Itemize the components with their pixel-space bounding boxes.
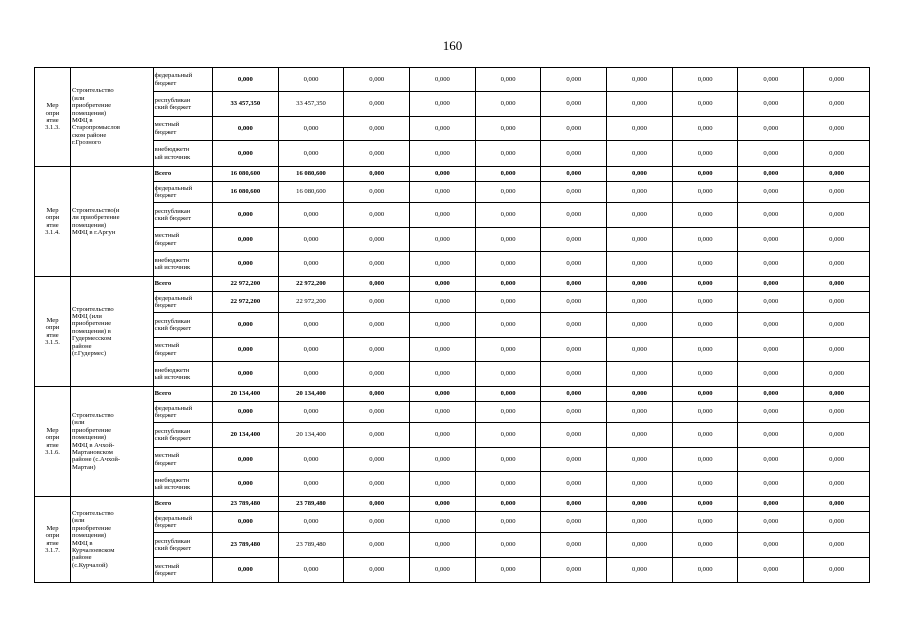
value-cell: 0,000 — [475, 423, 541, 448]
table-row — [35, 141, 870, 167]
funding-source-cell: республикан ский бюджет — [153, 423, 212, 448]
value-cell: 22 972,200 — [278, 277, 344, 292]
value-cell: 0,000 — [672, 423, 738, 448]
funding-source-cell: республикан ский бюджет — [153, 203, 212, 228]
value-cell: 23 789,480 — [278, 533, 344, 558]
measure-cell: Мер опри ятие 3.1.5. — [35, 277, 71, 387]
value-cell: 20 134,400 — [278, 387, 344, 402]
value-cell: 0,000 — [672, 117, 738, 141]
measure-cell: Мер опри ятие 3.1.7. — [35, 497, 71, 583]
value-cell: 0,000 — [410, 68, 476, 92]
value-cell: 0,000 — [212, 141, 278, 167]
value-cell: 23 789,480 — [212, 497, 278, 512]
value-cell: 0,000 — [607, 68, 673, 92]
value-cell: 0,000 — [278, 228, 344, 252]
value-cell: 0,000 — [212, 402, 278, 423]
funding-source-cell: внебюджетн ый источник — [153, 141, 212, 167]
value-cell: 0,000 — [410, 402, 476, 423]
value-cell: 0,000 — [804, 472, 870, 497]
value-cell: 33 457,350 — [278, 92, 344, 117]
value-cell: 0,000 — [344, 338, 410, 362]
value-cell: 0,000 — [607, 292, 673, 313]
value-cell: 0,000 — [804, 68, 870, 92]
table-row — [35, 92, 870, 117]
value-cell: 0,000 — [475, 292, 541, 313]
value-cell: 0,000 — [541, 167, 607, 182]
value-cell: 0,000 — [475, 558, 541, 583]
value-cell: 0,000 — [541, 277, 607, 292]
value-cell: 0,000 — [672, 338, 738, 362]
value-cell: 0,000 — [344, 292, 410, 313]
value-cell: 0,000 — [804, 182, 870, 203]
value-cell: 0,000 — [410, 497, 476, 512]
value-cell: 0,000 — [607, 117, 673, 141]
value-cell: 0,000 — [541, 203, 607, 228]
value-cell: 0,000 — [475, 533, 541, 558]
value-cell: 0,000 — [344, 402, 410, 423]
value-cell: 20 134,400 — [212, 387, 278, 402]
funding-source-cell: местный бюджет — [153, 558, 212, 583]
value-cell: 0,000 — [212, 117, 278, 141]
value-cell: 0,000 — [278, 362, 344, 387]
funding-source-cell: местный бюджет — [153, 338, 212, 362]
value-cell: 0,000 — [738, 252, 804, 277]
value-cell: 0,000 — [278, 338, 344, 362]
value-cell: 0,000 — [804, 167, 870, 182]
value-cell: 0,000 — [410, 92, 476, 117]
table-row — [35, 558, 870, 583]
value-cell: 0,000 — [607, 182, 673, 203]
value-cell: 0,000 — [672, 313, 738, 338]
value-cell: 22 972,200 — [278, 292, 344, 313]
funding-source-cell: внебюджетн ый источник — [153, 362, 212, 387]
value-cell: 0,000 — [475, 472, 541, 497]
value-cell: 0,000 — [541, 512, 607, 533]
funding-source-cell: федеральный бюджет — [153, 402, 212, 423]
value-cell: 0,000 — [738, 167, 804, 182]
value-cell: 23 789,480 — [278, 497, 344, 512]
value-cell: 0,000 — [344, 472, 410, 497]
value-cell: 20 134,400 — [278, 423, 344, 448]
value-cell: 0,000 — [804, 448, 870, 472]
value-cell: 0,000 — [344, 252, 410, 277]
value-cell: 0,000 — [804, 313, 870, 338]
value-cell: 0,000 — [475, 92, 541, 117]
value-cell: 0,000 — [344, 182, 410, 203]
value-cell: 0,000 — [607, 277, 673, 292]
value-cell: 0,000 — [672, 362, 738, 387]
value-cell: 0,000 — [410, 362, 476, 387]
funding-source-cell: федеральный бюджет — [153, 68, 212, 92]
value-cell: 0,000 — [410, 141, 476, 167]
value-cell: 0,000 — [410, 313, 476, 338]
value-cell: 0,000 — [344, 167, 410, 182]
budget-table — [34, 67, 870, 583]
value-cell: 0,000 — [804, 228, 870, 252]
value-cell: 0,000 — [212, 448, 278, 472]
value-cell: 0,000 — [672, 472, 738, 497]
table-row — [35, 402, 870, 423]
value-cell: 0,000 — [672, 512, 738, 533]
value-cell: 0,000 — [804, 423, 870, 448]
value-cell: 0,000 — [541, 117, 607, 141]
value-cell: 0,000 — [541, 472, 607, 497]
value-cell: 0,000 — [738, 292, 804, 313]
value-cell: 0,000 — [672, 497, 738, 512]
value-cell: 0,000 — [738, 533, 804, 558]
value-cell: 0,000 — [541, 387, 607, 402]
value-cell: 33 457,350 — [212, 92, 278, 117]
value-cell: 0,000 — [278, 512, 344, 533]
value-cell: 0,000 — [410, 228, 476, 252]
value-cell: 0,000 — [410, 338, 476, 362]
value-cell: 0,000 — [607, 558, 673, 583]
value-cell: 0,000 — [804, 292, 870, 313]
funding-source-cell: Всего — [153, 497, 212, 512]
value-cell: 0,000 — [344, 68, 410, 92]
value-cell: 0,000 — [212, 252, 278, 277]
value-cell: 0,000 — [738, 423, 804, 448]
description-cell: Строительство МФЦ (или приобретение помещения) в Гудермесском районе (г.Гудермес) — [71, 277, 154, 387]
value-cell: 0,000 — [410, 167, 476, 182]
value-cell: 0,000 — [475, 448, 541, 472]
value-cell: 0,000 — [804, 497, 870, 512]
funding-source-cell: республикан ский бюджет — [153, 92, 212, 117]
value-cell: 0,000 — [212, 558, 278, 583]
value-cell: 0,000 — [672, 292, 738, 313]
value-cell: 0,000 — [541, 558, 607, 583]
value-cell: 0,000 — [278, 252, 344, 277]
value-cell: 0,000 — [672, 387, 738, 402]
value-cell: 0,000 — [212, 203, 278, 228]
value-cell: 0,000 — [475, 497, 541, 512]
funding-source-cell: местный бюджет — [153, 117, 212, 141]
value-cell: 0,000 — [804, 338, 870, 362]
value-cell: 0,000 — [738, 448, 804, 472]
table-row — [35, 228, 870, 252]
value-cell: 0,000 — [541, 497, 607, 512]
value-cell: 0,000 — [804, 512, 870, 533]
value-cell: 0,000 — [475, 313, 541, 338]
value-cell: 0,000 — [607, 362, 673, 387]
value-cell: 0,000 — [410, 558, 476, 583]
value-cell: 0,000 — [607, 497, 673, 512]
funding-source-cell: местный бюджет — [153, 228, 212, 252]
value-cell: 0,000 — [804, 277, 870, 292]
funding-source-cell: Всего — [153, 387, 212, 402]
funding-source-cell: федеральный бюджет — [153, 512, 212, 533]
value-cell: 0,000 — [410, 512, 476, 533]
value-cell: 0,000 — [607, 338, 673, 362]
value-cell: 0,000 — [212, 313, 278, 338]
value-cell: 0,000 — [541, 338, 607, 362]
value-cell: 0,000 — [672, 228, 738, 252]
value-cell: 0,000 — [410, 252, 476, 277]
value-cell: 0,000 — [738, 402, 804, 423]
table-row — [35, 277, 870, 292]
value-cell: 0,000 — [344, 558, 410, 583]
value-cell: 0,000 — [344, 117, 410, 141]
value-cell: 0,000 — [672, 141, 738, 167]
value-cell: 0,000 — [344, 533, 410, 558]
value-cell: 0,000 — [410, 387, 476, 402]
value-cell: 0,000 — [475, 402, 541, 423]
value-cell: 0,000 — [344, 313, 410, 338]
value-cell: 0,000 — [475, 387, 541, 402]
description-cell: Строительство (или приобретение помещения) МФЦ в Курчалоевском районе (с.Курчалой) — [71, 497, 154, 583]
value-cell: 0,000 — [672, 277, 738, 292]
page-number: 160 — [442, 38, 463, 53]
funding-source-cell: федеральный бюджет — [153, 182, 212, 203]
value-cell: 0,000 — [475, 228, 541, 252]
table-row — [35, 362, 870, 387]
measure-cell: Мер опри ятие 3.1.6. — [35, 387, 71, 497]
value-cell: 0,000 — [738, 203, 804, 228]
value-cell: 0,000 — [541, 292, 607, 313]
value-cell: 0,000 — [541, 448, 607, 472]
value-cell: 0,000 — [344, 448, 410, 472]
value-cell: 23 789,480 — [212, 533, 278, 558]
value-cell: 0,000 — [541, 228, 607, 252]
value-cell: 0,000 — [804, 558, 870, 583]
value-cell: 0,000 — [607, 313, 673, 338]
value-cell: 0,000 — [344, 512, 410, 533]
table-row — [35, 423, 870, 448]
value-cell: 0,000 — [607, 167, 673, 182]
value-cell: 0,000 — [541, 182, 607, 203]
value-cell: 0,000 — [344, 92, 410, 117]
table-row — [35, 448, 870, 472]
value-cell: 0,000 — [738, 182, 804, 203]
table-row — [35, 167, 870, 182]
value-cell: 0,000 — [278, 117, 344, 141]
value-cell: 0,000 — [541, 141, 607, 167]
value-cell: 0,000 — [804, 252, 870, 277]
value-cell: 0,000 — [410, 182, 476, 203]
table-row — [35, 252, 870, 277]
value-cell: 0,000 — [278, 472, 344, 497]
description-cell: Строительство(и ли приобретение помещения) МФЦ в г.Аргун — [71, 167, 154, 277]
value-cell: 0,000 — [344, 362, 410, 387]
value-cell: 0,000 — [410, 277, 476, 292]
value-cell: 0,000 — [672, 558, 738, 583]
value-cell: 22 972,200 — [212, 292, 278, 313]
value-cell: 0,000 — [672, 167, 738, 182]
value-cell: 0,000 — [738, 472, 804, 497]
value-cell: 0,000 — [672, 203, 738, 228]
table-row — [35, 497, 870, 512]
value-cell: 0,000 — [212, 362, 278, 387]
value-cell: 0,000 — [410, 472, 476, 497]
value-cell: 0,000 — [804, 387, 870, 402]
value-cell: 0,000 — [541, 362, 607, 387]
funding-source-cell: внебюджетн ый источник — [153, 472, 212, 497]
value-cell: 0,000 — [672, 252, 738, 277]
value-cell: 0,000 — [212, 512, 278, 533]
value-cell: 0,000 — [738, 497, 804, 512]
funding-source-cell: федеральный бюджет — [153, 292, 212, 313]
value-cell: 0,000 — [607, 92, 673, 117]
value-cell: 0,000 — [607, 472, 673, 497]
value-cell: 0,000 — [738, 141, 804, 167]
value-cell: 0,000 — [607, 252, 673, 277]
table-row — [35, 338, 870, 362]
value-cell: 0,000 — [738, 362, 804, 387]
value-cell: 0,000 — [475, 203, 541, 228]
value-cell: 0,000 — [738, 387, 804, 402]
value-cell: 0,000 — [541, 533, 607, 558]
value-cell: 0,000 — [738, 277, 804, 292]
value-cell: 0,000 — [804, 92, 870, 117]
value-cell: 0,000 — [607, 141, 673, 167]
value-cell: 0,000 — [475, 182, 541, 203]
value-cell: 0,000 — [804, 402, 870, 423]
value-cell: 0,000 — [344, 277, 410, 292]
value-cell: 0,000 — [541, 402, 607, 423]
value-cell: 0,000 — [541, 68, 607, 92]
value-cell: 0,000 — [410, 448, 476, 472]
value-cell: 0,000 — [738, 117, 804, 141]
value-cell: 0,000 — [672, 402, 738, 423]
value-cell: 0,000 — [738, 512, 804, 533]
value-cell: 0,000 — [672, 92, 738, 117]
description-cell: Строительство (или приобретение помещения) МФЦ в Старопромыслов ском районе г.Грозного — [71, 68, 154, 167]
value-cell: 0,000 — [475, 512, 541, 533]
value-cell: 0,000 — [672, 68, 738, 92]
value-cell: 0,000 — [278, 203, 344, 228]
table-row — [35, 387, 870, 402]
value-cell: 0,000 — [278, 313, 344, 338]
value-cell: 0,000 — [804, 141, 870, 167]
value-cell: 0,000 — [344, 423, 410, 448]
value-cell: 0,000 — [672, 533, 738, 558]
table-row — [35, 68, 870, 92]
value-cell: 0,000 — [410, 203, 476, 228]
value-cell: 0,000 — [344, 203, 410, 228]
value-cell: 0,000 — [607, 228, 673, 252]
value-cell: 0,000 — [475, 277, 541, 292]
value-cell: 0,000 — [475, 117, 541, 141]
value-cell: 0,000 — [344, 228, 410, 252]
funding-source-cell: местный бюджет — [153, 448, 212, 472]
value-cell: 0,000 — [475, 252, 541, 277]
value-cell: 0,000 — [410, 533, 476, 558]
value-cell: 16 080,600 — [212, 167, 278, 182]
value-cell: 0,000 — [212, 228, 278, 252]
measure-cell: Мер опри ятие 3.1.3. — [35, 68, 71, 167]
value-cell: 0,000 — [212, 472, 278, 497]
value-cell: 0,000 — [607, 448, 673, 472]
value-cell: 22 972,200 — [212, 277, 278, 292]
value-cell: 0,000 — [607, 512, 673, 533]
value-cell: 0,000 — [278, 141, 344, 167]
value-cell: 0,000 — [541, 252, 607, 277]
value-cell: 0,000 — [738, 558, 804, 583]
funding-source-cell: внебюджетн ый источник — [153, 252, 212, 277]
description-cell: Строительство (или приобретение помещения) МФЦ в Ачхой- Мартановском районе (с.Ачхой- Мартан) — [71, 387, 154, 497]
funding-source-cell: Всего — [153, 167, 212, 182]
table-row — [35, 533, 870, 558]
table-row — [35, 313, 870, 338]
table-row — [35, 472, 870, 497]
funding-source-cell: республикан ский бюджет — [153, 313, 212, 338]
value-cell: 0,000 — [278, 68, 344, 92]
budget-table-body — [35, 68, 870, 583]
value-cell: 0,000 — [541, 423, 607, 448]
table-row — [35, 182, 870, 203]
value-cell: 0,000 — [278, 558, 344, 583]
value-cell: 0,000 — [607, 387, 673, 402]
value-cell: 0,000 — [344, 387, 410, 402]
value-cell: 0,000 — [410, 117, 476, 141]
value-cell: 0,000 — [475, 141, 541, 167]
value-cell: 0,000 — [738, 313, 804, 338]
value-cell: 0,000 — [738, 338, 804, 362]
value-cell: 0,000 — [344, 141, 410, 167]
table-row — [35, 117, 870, 141]
value-cell: 0,000 — [541, 92, 607, 117]
value-cell: 16 080,600 — [278, 167, 344, 182]
value-cell: 0,000 — [475, 167, 541, 182]
funding-source-cell: республикан ский бюджет — [153, 533, 212, 558]
value-cell: 0,000 — [541, 313, 607, 338]
value-cell: 0,000 — [672, 448, 738, 472]
value-cell: 16 080,600 — [278, 182, 344, 203]
value-cell: 0,000 — [278, 448, 344, 472]
value-cell: 0,000 — [804, 203, 870, 228]
value-cell: 0,000 — [738, 228, 804, 252]
value-cell: 0,000 — [475, 68, 541, 92]
value-cell: 0,000 — [804, 117, 870, 141]
value-cell: 0,000 — [804, 533, 870, 558]
value-cell: 0,000 — [607, 423, 673, 448]
value-cell: 0,000 — [278, 402, 344, 423]
table-row — [35, 512, 870, 533]
value-cell: 0,000 — [410, 423, 476, 448]
table-row — [35, 203, 870, 228]
value-cell: 16 080,600 — [212, 182, 278, 203]
value-cell: 0,000 — [804, 362, 870, 387]
value-cell: 0,000 — [738, 92, 804, 117]
value-cell: 0,000 — [344, 497, 410, 512]
value-cell: 0,000 — [475, 362, 541, 387]
value-cell: 0,000 — [607, 203, 673, 228]
value-cell: 0,000 — [672, 182, 738, 203]
value-cell: 0,000 — [607, 402, 673, 423]
value-cell: 0,000 — [410, 292, 476, 313]
measure-cell: Мер опри ятие 3.1.4. — [35, 167, 71, 277]
value-cell: 0,000 — [212, 338, 278, 362]
value-cell: 0,000 — [475, 338, 541, 362]
value-cell: 20 134,400 — [212, 423, 278, 448]
value-cell: 0,000 — [607, 533, 673, 558]
table-row — [35, 292, 870, 313]
value-cell: 0,000 — [738, 68, 804, 92]
funding-source-cell: Всего — [153, 277, 212, 292]
value-cell: 0,000 — [212, 68, 278, 92]
